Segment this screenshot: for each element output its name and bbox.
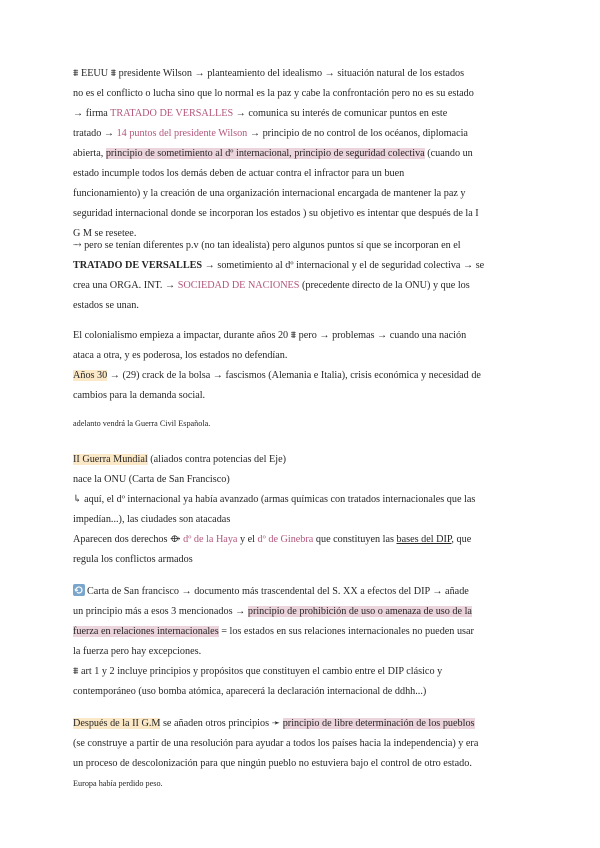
para2-line4 bbox=[73, 296, 533, 316]
text: G M se resetee. bbox=[73, 228, 137, 239]
text: que constituyen las bbox=[313, 534, 397, 545]
text: adelanto vendrá la Guerra Civil Española. bbox=[73, 419, 211, 428]
text: se añaden otros principios ➛ bbox=[160, 718, 283, 729]
text: regula los conflictos armados bbox=[73, 554, 193, 565]
para1-line5 bbox=[73, 144, 533, 164]
para1-line1 bbox=[73, 64, 533, 84]
text: → (29) crack de la bolsa → fascismos (Alemania e Italia), crisis económica y necesidad de bbox=[107, 370, 481, 381]
text: , que bbox=[451, 534, 472, 545]
text: crea una ORGA. INT. → bbox=[73, 280, 178, 291]
text: funcionamiento) y la creación de una organización internacional encargada de mantener la paz y bbox=[73, 188, 466, 199]
para1-line2 bbox=[73, 84, 533, 104]
text: (cuando un bbox=[424, 148, 473, 159]
text: no es el conflicto o lucha sino que lo normal es la paz y cabe la confrontación pero no es su estado bbox=[73, 88, 474, 99]
text: → firma bbox=[73, 108, 111, 119]
para2-line2 bbox=[73, 256, 533, 276]
text: (precedente directo de la ONU) y que los bbox=[299, 280, 470, 291]
text: seguridad internacional donde se incorporan los estados ) su objetivo es intentar que después de la I bbox=[73, 208, 479, 219]
derecho-haya: dº de la Haya bbox=[183, 534, 238, 545]
text: un principio más a esos 3 mencionados → bbox=[73, 606, 248, 617]
highlight-principios: principio de sometimiento al dº internacional, principio de seguridad colectiva bbox=[105, 148, 425, 159]
text: ataca a otra, y es poderosa, los estados no defendían. bbox=[73, 350, 288, 361]
text: Aparecen dos derechos ⟴ bbox=[73, 534, 184, 545]
text: → principio de no control de los océanos, diplomacia bbox=[247, 128, 468, 139]
para4-line1 bbox=[73, 450, 533, 470]
text: ⩩ EEUU ⩩ presidente Wilson → planteamiento del idealismo → situación natural de los estados bbox=[73, 68, 465, 79]
ii-guerra-mundial-highlight: II Guerra Mundial bbox=[73, 454, 148, 465]
text: → sometimiento al dº internacional y el de seguridad colectiva → se bbox=[202, 260, 485, 271]
text: estado incumple todos los demás deben de actuar contra el infractor para un buen bbox=[73, 168, 405, 179]
text: un proceso de descolonización para que ningún pueblo no estuviera bajo el control de otro estado. bbox=[73, 758, 472, 769]
para4-line4 bbox=[73, 510, 533, 530]
para1-line8 bbox=[73, 204, 533, 224]
para6-line3 bbox=[73, 754, 533, 774]
para4-line5 bbox=[73, 530, 533, 550]
tratado-versalles-link: TRATADO DE VERSALLES bbox=[110, 108, 234, 119]
text: y el bbox=[237, 534, 258, 545]
para3-line3 bbox=[73, 366, 533, 386]
text: estados se unan. bbox=[73, 300, 139, 311]
text: tratado → bbox=[73, 128, 117, 139]
para5-line1 bbox=[73, 582, 533, 602]
text: (se construye a partir de una resolución para ayudar a todos los países hacia la independencia) y era bbox=[73, 738, 479, 749]
para2-line3 bbox=[73, 276, 533, 296]
text: = los estados en sus relaciones internacionales no pueden usar bbox=[218, 626, 474, 637]
text: Carta de San francisco → documento más trascendental del S. XX a efectos del DIP → añade bbox=[87, 586, 469, 597]
para5-line4 bbox=[73, 642, 533, 662]
para1-line7 bbox=[73, 184, 533, 204]
para3-line2 bbox=[73, 346, 533, 366]
note-europa bbox=[73, 778, 533, 790]
derecho-ginebra: dº de Ginebra bbox=[257, 534, 314, 545]
tratado-versalles-bold: TRATADO DE VERSALLES bbox=[73, 260, 203, 271]
para5-line6 bbox=[73, 682, 533, 702]
para5-line3 bbox=[73, 622, 533, 642]
para3-line1 bbox=[73, 326, 533, 346]
para1-line6 bbox=[73, 164, 533, 184]
para5-line5 bbox=[73, 662, 533, 682]
para3-line4 bbox=[73, 386, 533, 406]
text: → comunica su interés de comunicar puntos en este bbox=[233, 108, 448, 119]
highlight-fuerza: fuerza en relaciones internacionales bbox=[73, 626, 219, 637]
para6-line1 bbox=[73, 714, 533, 734]
para6-line2 bbox=[73, 734, 533, 754]
anos-30-highlight: Años 30 bbox=[73, 370, 108, 381]
text: cambios para la demanda social. bbox=[73, 390, 206, 401]
highlight-libre-determinacion: principio de libre determinación de los pueblos bbox=[282, 718, 475, 729]
refresh-icon bbox=[73, 584, 85, 596]
text: ⤑ pero se tenían diferentes p.v (no tan idealista) pero algunos puntos sí que se incorporan en el bbox=[73, 240, 461, 251]
text: contemporáneo (uso bomba atómica, aparecerá la declaración internacional de ddhh...) bbox=[73, 686, 427, 697]
text: impedían...), las ciudades son atacadas bbox=[73, 514, 231, 525]
text: nace la ONU (Carta de San Francisco) bbox=[73, 474, 230, 485]
text: (aliados contra potencias del Eje) bbox=[147, 454, 287, 465]
text: abierta, bbox=[73, 148, 106, 159]
para1-line3 bbox=[73, 104, 533, 124]
text: la fuerza pero hay excepciones. bbox=[73, 646, 202, 657]
para5-line2 bbox=[73, 602, 533, 622]
highlight-prohibicion: principio de prohibición de uso o amenaza de uso de la bbox=[247, 606, 472, 617]
para2-line1 bbox=[73, 236, 533, 256]
despues-iigm-highlight: Después de la II G.M bbox=[73, 718, 161, 729]
sociedad-naciones: SOCIEDAD DE NACIONES bbox=[177, 280, 300, 291]
text: Europa había perdido peso. bbox=[73, 779, 163, 788]
14-puntos-wilson: 14 puntos del presidente Wilson bbox=[116, 128, 248, 139]
para1-line4 bbox=[73, 124, 533, 144]
text: ⩩ art 1 y 2 incluye principios y propósitos que constituyen el cambio entre el DIP clásico y bbox=[73, 666, 443, 677]
para4-line3 bbox=[73, 490, 533, 510]
bases-dip-underlined: bases del DIP bbox=[396, 534, 452, 545]
para4-line6 bbox=[73, 550, 533, 570]
text: ↳ aquí, el dº internacional ya había avanzado (armas químicas con tratados internacionales que las bbox=[73, 494, 476, 505]
para4-line2 bbox=[73, 470, 533, 490]
note-guerra-civil bbox=[73, 418, 533, 430]
text: El colonialismo empieza a impactar, durante años 20 ⩩ pero → problemas → cuando una nación bbox=[73, 330, 467, 341]
